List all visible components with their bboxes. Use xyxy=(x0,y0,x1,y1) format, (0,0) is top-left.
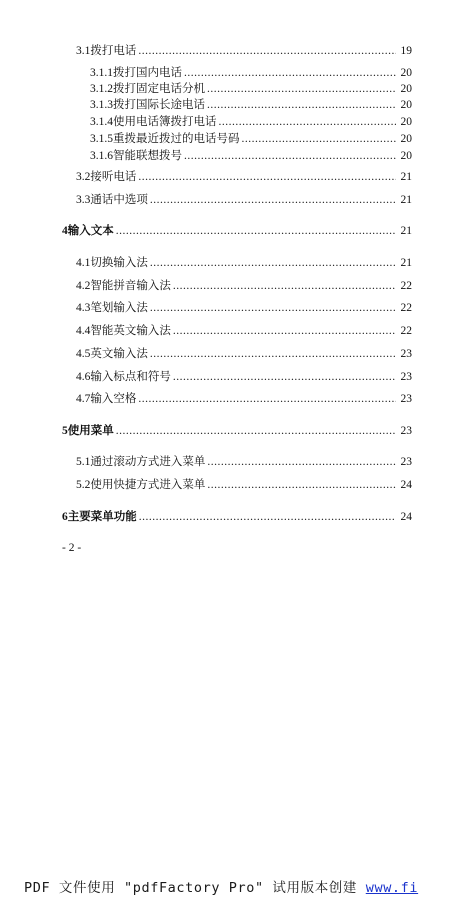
toc-title: 拨打电话 xyxy=(90,45,137,57)
toc-title: 智能联想拨号 xyxy=(113,150,182,162)
toc-leader xyxy=(184,66,396,80)
toc-page: 22 xyxy=(400,302,412,314)
toc-entry[interactable] xyxy=(76,256,412,270)
toc-leader xyxy=(219,115,397,129)
toc-page: 20 xyxy=(400,83,412,95)
toc-leader xyxy=(150,256,396,270)
toc-page: 23 xyxy=(400,371,412,383)
toc-leader xyxy=(207,455,396,469)
toc-leader xyxy=(207,98,396,112)
toc-entry[interactable] xyxy=(76,170,412,184)
toc-title: 拨打固定电话分机 xyxy=(113,83,205,95)
toc-entry[interactable] xyxy=(90,82,412,96)
toc-leader xyxy=(207,82,396,96)
toc-number: 4.2 xyxy=(76,280,91,292)
toc-leader xyxy=(116,224,396,238)
toc-entry[interactable] xyxy=(76,279,412,293)
toc-page: 24 xyxy=(400,511,412,523)
toc-number: 3.1.4 xyxy=(90,116,113,128)
toc-page: 21 xyxy=(400,194,412,206)
toc-number: 5.2 xyxy=(76,479,91,491)
toc-page: 22 xyxy=(400,325,412,337)
toc-title: 英文输入法 xyxy=(90,348,148,360)
toc-entry[interactable] xyxy=(90,115,412,129)
toc-number: 4.4 xyxy=(76,325,91,337)
toc-entry[interactable] xyxy=(76,301,412,315)
toc-entry[interactable] xyxy=(76,455,412,469)
toc-number: 3.3 xyxy=(76,194,91,206)
toc-number: 4.3 xyxy=(76,302,91,314)
toc-page: 23 xyxy=(400,425,412,437)
toc-chapter[interactable] xyxy=(62,424,412,438)
toc-number: 3.1 xyxy=(76,45,91,57)
toc-number: 4.6 xyxy=(76,371,91,383)
toc-number: 3.1.2 xyxy=(90,83,113,95)
toc-title: 输入空格 xyxy=(90,393,137,405)
toc-page: 21 xyxy=(400,257,412,269)
toc-number: 4.5 xyxy=(76,348,91,360)
toc-title: 通过滚动方式进入菜单 xyxy=(90,456,206,468)
toc-page: 23 xyxy=(400,348,412,360)
toc-number: 4.7 xyxy=(76,393,91,405)
toc-entry[interactable] xyxy=(90,98,412,112)
pdf-footer-text: PDF 文件使用 "pdfFactory Pro" 试用版本创建 xyxy=(24,880,366,896)
toc-page: 19 xyxy=(400,45,412,57)
toc-leader xyxy=(150,347,396,361)
toc-page: 21 xyxy=(400,171,412,183)
toc-title: 切换输入法 xyxy=(90,257,148,269)
toc-number: 5.1 xyxy=(76,456,91,468)
toc-entry[interactable] xyxy=(76,370,412,384)
toc-number: 6 xyxy=(62,511,68,523)
toc-number: 3.1.1 xyxy=(90,67,113,79)
toc-leader xyxy=(150,301,396,315)
toc-page: 21 xyxy=(400,225,412,237)
toc-entry[interactable] xyxy=(76,392,412,406)
toc-page: 22 xyxy=(400,280,412,292)
toc-leader xyxy=(138,44,396,58)
toc-title: 输入文本 xyxy=(67,225,114,237)
toc-entry[interactable] xyxy=(76,324,412,338)
toc-title: 使用电话簿拨打电话 xyxy=(113,116,217,128)
pdf-watermark-footer xyxy=(24,876,418,896)
toc-page: 20 xyxy=(400,67,412,79)
toc-title: 智能拼音输入法 xyxy=(90,280,171,292)
toc-title: 重拨最近拨过的电话号码 xyxy=(113,133,240,145)
toc-page: 20 xyxy=(400,150,412,162)
pdf-footer-link[interactable]: www.fi xyxy=(365,880,419,896)
toc-page: 20 xyxy=(400,133,412,145)
toc-title: 主要菜单功能 xyxy=(67,511,137,523)
toc-title: 拨打国内电话 xyxy=(113,67,182,79)
toc-entry[interactable] xyxy=(76,347,412,361)
toc-page: 23 xyxy=(400,456,412,468)
toc-number: 3.1.6 xyxy=(90,150,113,162)
toc-number: 3.1.5 xyxy=(90,133,113,145)
toc-leader xyxy=(150,193,396,207)
toc-entry[interactable] xyxy=(90,66,412,80)
toc-entry[interactable] xyxy=(76,44,412,58)
toc-leader xyxy=(139,510,396,524)
toc-leader xyxy=(184,149,396,163)
toc-page: 24 xyxy=(400,479,412,491)
toc-number: 3.1.3 xyxy=(90,99,113,111)
toc-page: 23 xyxy=(400,393,412,405)
toc-leader xyxy=(138,170,396,184)
toc-chapter[interactable] xyxy=(62,224,412,238)
toc-leader xyxy=(173,279,396,293)
toc-entry[interactable] xyxy=(90,132,412,146)
toc-chapter[interactable] xyxy=(62,510,412,524)
toc-entry[interactable] xyxy=(90,149,412,163)
toc-leader xyxy=(242,132,397,146)
toc-title: 使用菜单 xyxy=(67,425,114,437)
toc-title: 笔划输入法 xyxy=(90,302,148,314)
toc-number: 4.1 xyxy=(76,257,91,269)
toc-leader xyxy=(173,370,396,384)
page-number: - 2 - xyxy=(62,542,82,554)
toc-leader xyxy=(138,392,396,406)
toc-title: 输入标点和符号 xyxy=(90,371,171,383)
toc-entry[interactable] xyxy=(76,478,412,492)
toc-leader xyxy=(116,424,396,438)
toc-number: 4 xyxy=(62,225,68,237)
toc-page: 20 xyxy=(400,116,412,128)
toc-number: 5 xyxy=(62,425,68,437)
toc-title: 通话中选项 xyxy=(90,194,148,206)
toc-title: 拨打国际长途电话 xyxy=(113,99,205,111)
toc-page: 20 xyxy=(400,99,412,111)
toc-leader xyxy=(207,478,396,492)
toc-title: 智能英文输入法 xyxy=(90,325,171,337)
toc-leader xyxy=(173,324,396,338)
toc-number: 3.2 xyxy=(76,171,91,183)
toc-entry[interactable] xyxy=(76,193,412,207)
toc-title: 接听电话 xyxy=(90,171,137,183)
toc-title: 使用快捷方式进入菜单 xyxy=(90,479,206,491)
